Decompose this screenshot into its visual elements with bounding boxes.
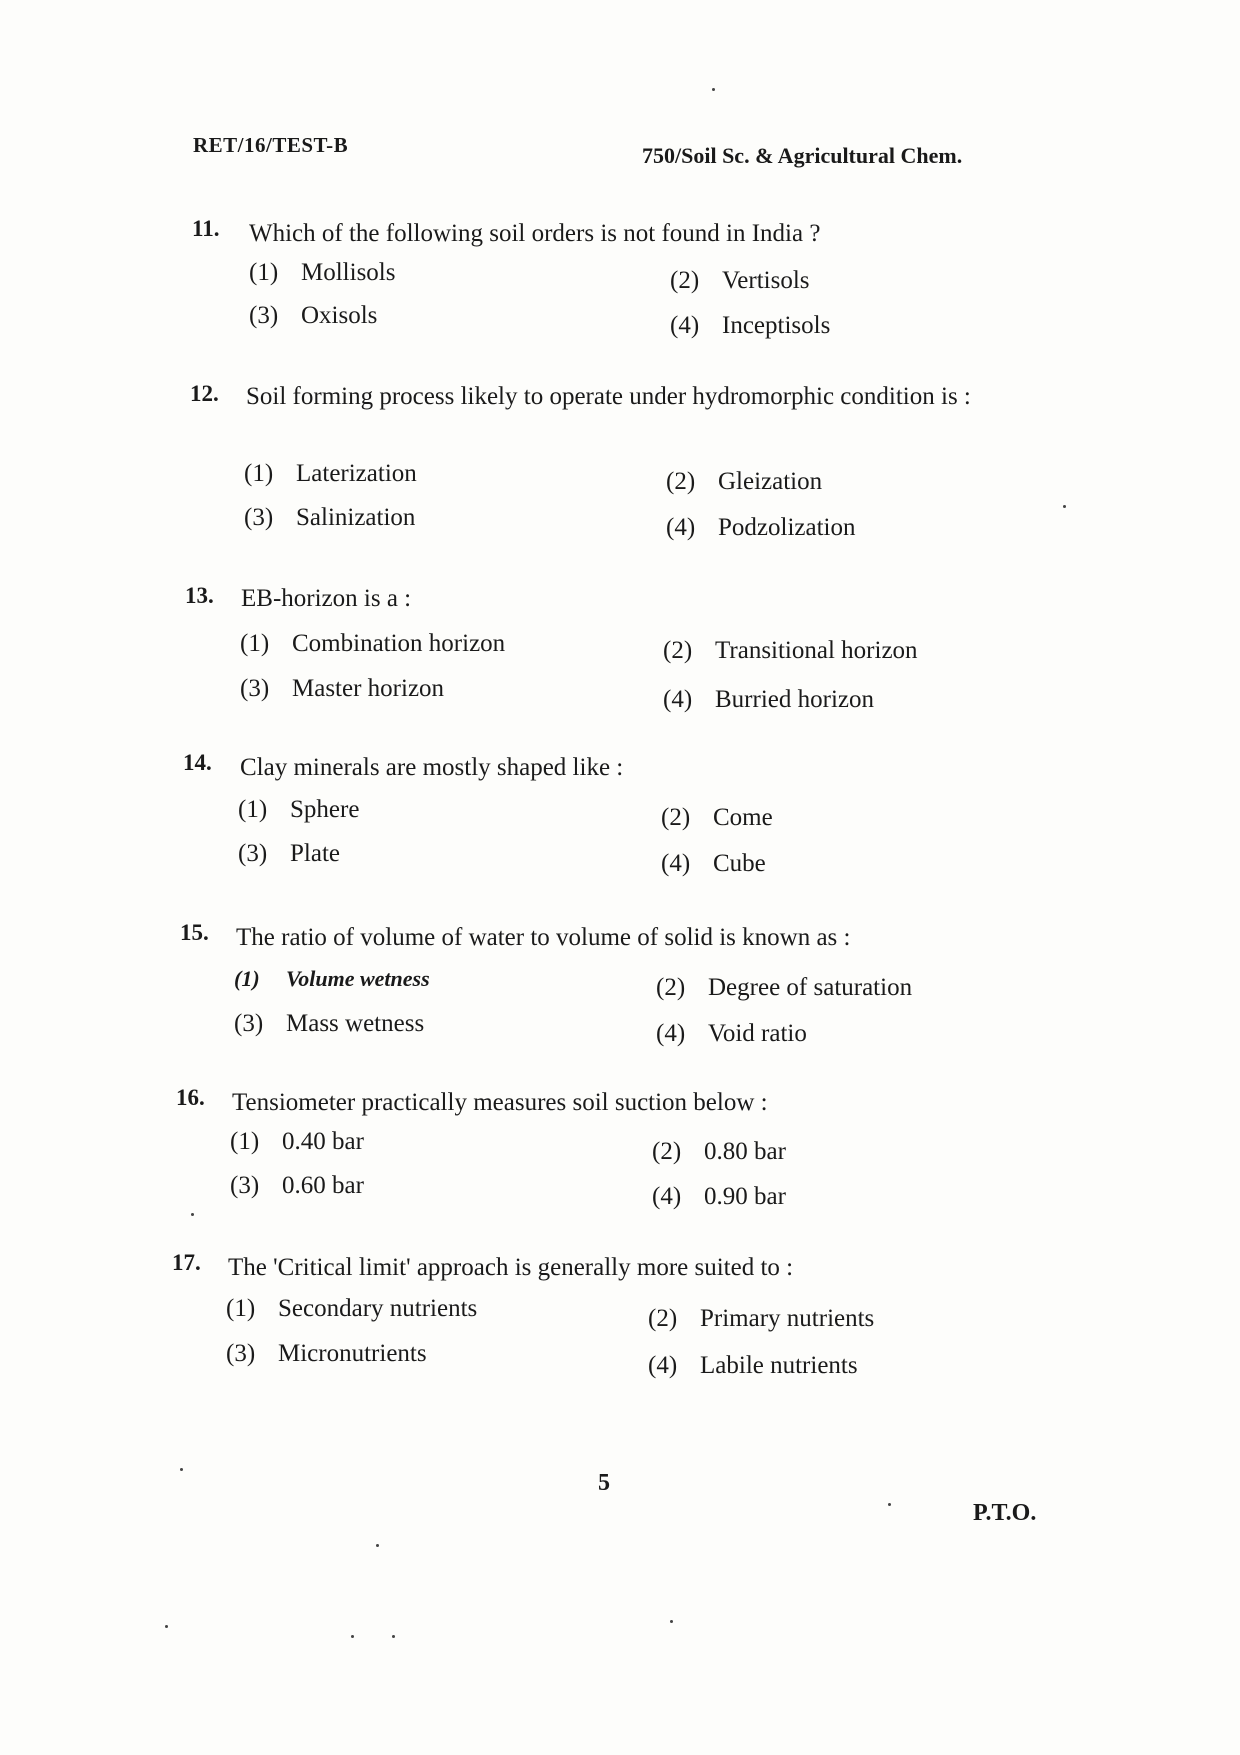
option-1[interactable]: (1) Combination horizon	[240, 630, 506, 657]
scan-speck	[888, 1503, 891, 1506]
question-text: EB-horizon is a :	[241, 585, 412, 612]
option-4[interactable]: (4) 0.90 bar	[652, 1183, 786, 1210]
scan-speck	[351, 1635, 354, 1638]
option-3[interactable]: (3) Mass wetness	[234, 1010, 425, 1037]
option-3[interactable]: (3) Master horizon	[240, 675, 445, 702]
option-4[interactable]: (4) Inceptisols	[670, 312, 831, 339]
page-number: 5	[598, 1470, 610, 1496]
question-text: Tensiometer practically measures soil suction below :	[232, 1089, 768, 1116]
option-1[interactable]: (1) 0.40 bar	[230, 1128, 364, 1155]
question-text: Which of the following soil orders is not found in India ?	[249, 220, 821, 247]
scan-speck	[1063, 505, 1066, 508]
question-number: 15.	[180, 920, 209, 945]
option-1[interactable]: (1) Laterization	[244, 460, 417, 487]
question-text: The 'Critical limit' approach is generally more suited to :	[228, 1254, 794, 1281]
question-number: 11.	[192, 216, 220, 241]
option-2[interactable]: (2) 0.80 bar	[652, 1138, 786, 1165]
option-1[interactable]: (1) Volume wetness	[234, 966, 430, 991]
option-1[interactable]: (1) Mollisols	[249, 259, 396, 286]
question-number: 13.	[185, 583, 214, 608]
question-text: Soil forming process likely to operate under hydromorphic condition is :	[246, 383, 971, 410]
scan-speck	[392, 1635, 395, 1638]
option-1[interactable]: (1) Secondary nutrients	[226, 1295, 478, 1322]
scan-speck	[180, 1468, 183, 1471]
option-3[interactable]: (3) Salinization	[244, 504, 416, 531]
option-3[interactable]: (3) Plate	[238, 840, 340, 867]
question-number: 12.	[190, 381, 219, 406]
option-2[interactable]: (2) Transitional horizon	[663, 637, 918, 664]
subject-title: 750/Soil Sc. & Agricultural Chem.	[642, 143, 963, 168]
test-code: RET/16/TEST-B	[193, 133, 349, 157]
question-number: 14.	[183, 750, 212, 775]
scan-speck	[712, 88, 715, 91]
option-2[interactable]: (2) Primary nutrients	[648, 1305, 875, 1332]
option-1[interactable]: (1) Sphere	[238, 796, 360, 823]
question-text: The ratio of volume of water to volume of solid is known as :	[236, 924, 851, 951]
scan-speck	[191, 1213, 194, 1216]
question-number: 16.	[176, 1085, 205, 1110]
question-text: Clay minerals are mostly shaped like :	[240, 754, 624, 781]
pto-marker: P.T.O.	[973, 1500, 1037, 1526]
option-4[interactable]: (4) Labile nutrients	[648, 1352, 858, 1379]
option-4[interactable]: (4) Podzolization	[666, 514, 856, 541]
option-4[interactable]: (4) Burried horizon	[663, 686, 874, 713]
option-3[interactable]: (3) Micronutrients	[226, 1340, 427, 1367]
scan-speck	[376, 1544, 379, 1547]
option-4[interactable]: (4) Void ratio	[656, 1020, 807, 1047]
question-number: 17.	[172, 1250, 201, 1275]
option-2[interactable]: (2) Gleization	[666, 468, 823, 495]
option-2[interactable]: (2) Come	[661, 804, 773, 831]
option-3[interactable]: (3) Oxisols	[249, 302, 378, 329]
option-3[interactable]: (3) 0.60 bar	[230, 1172, 364, 1199]
scan-speck	[165, 1625, 168, 1628]
scan-speck	[670, 1620, 673, 1623]
option-2[interactable]: (2) Vertisols	[670, 267, 810, 294]
option-2[interactable]: (2) Degree of saturation	[656, 974, 913, 1001]
option-4[interactable]: (4) Cube	[661, 850, 766, 877]
